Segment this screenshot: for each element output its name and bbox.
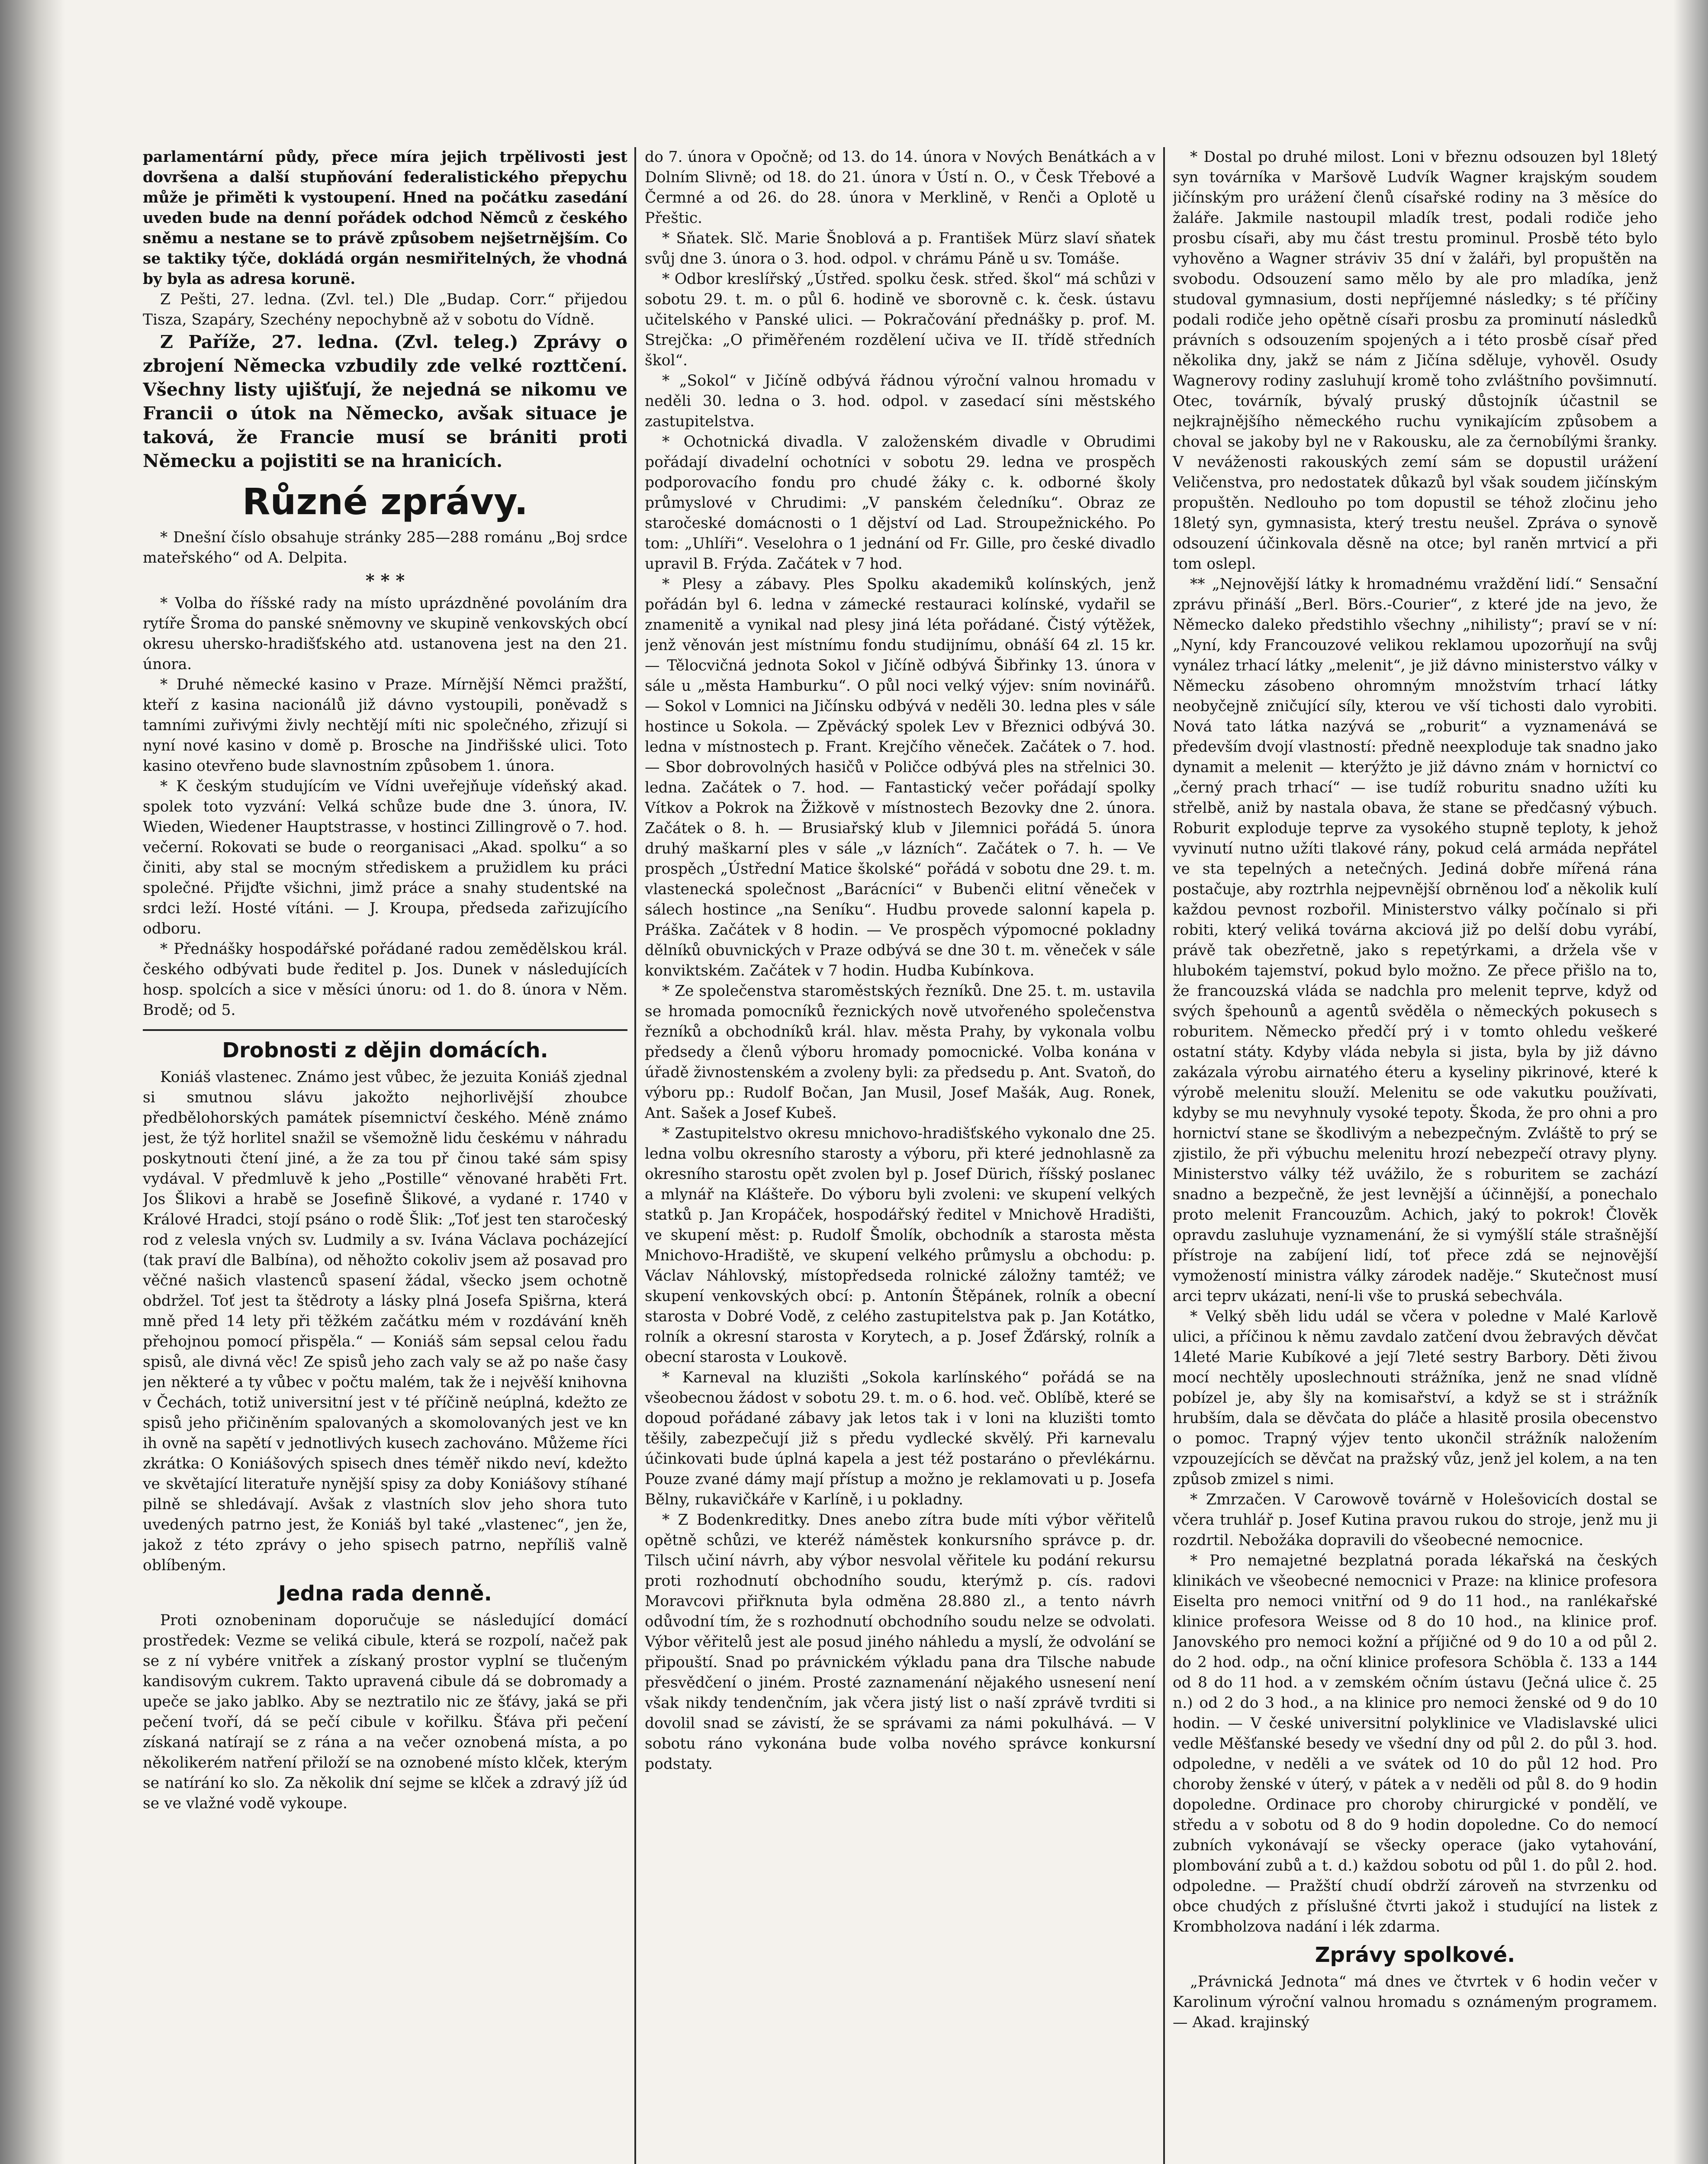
article-text: * Dnešní číslo obsahuje stránky 285—288 románu „Boj srdce mateřského“ od A. Delpita.	[143, 529, 627, 567]
page-shadow-left	[0, 0, 65, 2164]
article-text: parlamentární půdy, přece míra jejich trpělivosti jest dovršena a další stupňování federalistického přepychu může je přiměti k vystoupení. Hned na počátku zasedání uveden bude na denní pořádek odchod Němců z českého sněmu a nestane se to právě způsobem nejšetrnějším. Co se taktiky týče, dokládá orgán nesmiřitelných, že vhodná by byla as adresa korunë.	[143, 148, 627, 288]
article-text: * Z Bodenkreditky. Dnes anebo zítra bude míti výbor věřitelů opětně schůzi, ve kteréž náměstek konkursního správce p. dr. Tilsch učiní návrh, aby výbor nesvolal věřitele ku podání rekursu proti rozhodnutí obchodního soudu, kterýmž p. cís. radovi Moravcovi přiřknuta byla odměna 28.880 zl., a tento návrh odůvodní tím, že s rozhodnutí obchodního soudu nelze se odvolati. Výbor věřitelů jest ale posud jiného náhledu a myslí, že odvolání se připouští. Snad po právnickém výkladu pana dra Tilsche nabude přesvědčení o jiném. Prosté zaznamenání nějakého usnesení není však nikdy tendenčním, jak včera jistý list o naší zprávě tvrditi si dovolil snad se závistí, že se správami za námi pokulhává. — V sobotu ráno vykonána bude volba nového správce konkursní podstaty.	[645, 1511, 1155, 1773]
article-text: * Plesy a zábavy. Ples Spolku akademiků kolínských, jenž pořádán byl 6. ledna v zámecké restauraci kolínské, vydařil se znamenitě a vynikal nad plesy jiná léta pořádané. Čistý výtěžek, jenž věnován jest místnímu fondu studijnímu, obnáší 64 zl. 15 kr. — Tělocvičná jednota Sokol v Jičíně odbývá Šibřinky 13. února v sále u „města Hamburku“. O půl noci velký výjev: sním novinářů. — Sokol v Lomnici na Jičínsku odbývá v neděli 30. ledna ples v sále hostince u Sokola. — Zpěvácký spolek Lev v Březnici odbývá 30. ledna v místnostech p. Frant. Krejčího věneček. Začátek o 7. hod. — Sbor dobrovolných hasičů v Poličce odbývá ples na střelnici 30. ledna. Začátek o 7. hod. — Fantastický večer pořádají spolky Vítkov a Pokrok na Žižkově v místnostech Bezovky dne 2. února. Začátek o 8. h. — Brusiařský klub v Jilemnici pořádá 5. února druhý maškarní ples v sále „v lázních“. Začátek o 7. h. — Ve prospěch „Ústřední Matice školské“ pořádá v sobotu dne 29. t. m. vlastenecká společnost „Barácníci“ v Bubenči elitní věneček v sálech hostince „na Seníku“. Hudbu provede salonní kapela p. Práška. Začátek v 8 hodin. — Ve prospěch výpomocné pokladny dělníků obuvnických v Praze odbývá se dne 30 t. m. věneček v sále konviktském. Začátek v 7 hodin. Hudba Kubínkova.	[645, 576, 1155, 979]
article-text: Z Paříže, 27. ledna. (Zvl. teleg.) Zprávy o zbrojení Německa vzbudily zde velké rozttčení. Všechny listy ujišťují, že nejedná se nikomu ve Francii o útok na Německo, avšak situace je taková, že Francie musí se brániti proti Německu a pojistiti se na hranicích.	[143, 332, 627, 471]
article-text: * Přednášky hospodářské pořádané radou zemědělskou král. českého odbývati bude ředitel p. Jos. Dunek v následujících hosp. spolcích a sice v měsíci únoru: od 1. do 8. února v Něm. Brodě; od 5.	[143, 940, 627, 1019]
column-middle	[645, 147, 1155, 2164]
article-text: * Velký sběh lidu udál se včera v poledne v Malé Karlově ulici, a příčinou k němu zavdalo zatčení dvou žebravých děvčat 14leté Marie Kubíkové a její 7leté sestry Barbory. Děti živou mocí nechtěly uposlechnouti strážníka, jenž ne snad vlídně pobízel je, aby šly na komisařství, a když se st i strážník hrubším, dala se děvčata do pláče a hlasitě prosila obecenstvo o pomoc. Trapný výjev tento ukončil strážník naložením vzpouzejících se děvčat na pražský vůz, jenž jel kolem, a na ten způsob zmizel s nimi.	[1173, 1308, 1657, 1488]
article-text: * Dostal po druhé milost. Loni v březnu odsouzen byl 18letý syn továrníka v Maršově Ludvík Wagner krajským soudem jičínským pro urážení členů císařské rodiny na 3 měsíce do žaláře. Jakmile nastoupil mladík trest, podali rodiče jeho prosbu císaři, aby mu část trestu prominul. Prosbě této bylo vyhověno a Wagner stráviv 35 dní v žaláři, byl propuštěn na svobodu. Odsouzení samo mělo by ale pro mladíka, jenž studoval gymnasium, dosti nepříjemné následky; s té příčiny podali rodiče jeho opětně císaři prosbu za prominutí následků právních s odsouzením spojených a i této prosbě císař před několika dny, jakž se nám z Jičína sděluje, vyhověl. Osudy Wagnerovy rodiny zasluhují kromě toho zvláštního povšimnutí. Otec, továrník, bývalý pruský důstojník účastnil se nejkrajnějšího německého ruchu vynikajícím způsobem a choval se jakoby byl ne v Rakousku, ale za černobílými šranky. V neváženosti rakouských zemí sám se dopustil urážení Veličenstva, pro nedostatek důkazů byl však soudem jičínským propuštěn. Nedlouho po tom dopustil se téhož zločinu jeho 18letý syn, gymnasista, který trestu neušel. Zpráva o synově odsouzení účinkovala děsně na otce; byl raněn mrtvicí a při tom oslepl.	[1173, 148, 1657, 573]
page-shadow-right	[1673, 0, 1708, 2164]
article-text: ** „Nejnovější látky k hromadnému vraždění lidí.“ Sensační zprávu přináší „Berl. Börs.-Courier“, z které jde na jevo, že Německo daleko předstihlo všechny „nihilisty“; praví se v ní: „Nyní, kdy Francouzové velikou reklamou upozorňují na svůj vynález trhací látky „melenit“, je již dávno ministerstvo války v Německu zásobeno ohromným množstvím trhací látky neobyčejně zničující síly, kterou ve vší tichosti dalo vyrobiti. Nová tato látka nazývá se „roburit“ a vyznamenává se především dvojí vlastností: předně neexploduje tak snadno jako dynamit a melenit — kterýžto je již dávno znám v hornictví co „černý prach trhací“ — ise tudíž roburitu snadno užíti ku střelbě, aniž by nastala obava, že stane se předčasný výbuch. Roburit exploduje teprve za vysokého stupně teploty, k jehož vyvinutí nutno užíti tlakové rány, pokud celá armáda nepřátel ve sta tepelných a netečných. Jediná dobře mířená rána postačuje, aby roztrhla nejpevnější obrněnou loď a několik kulí každou pevnost rozbořil. Ministerstvo války počínalo si při robiti, který veliká továrna akciová již po delší dobu vyrábí, právě tak obezřetně, jako s repetýrkami, a držela vše v hlubokém tajemství, pokud bylo možno. Ze přece přišlo na to, že francouzská vláda se nadchla pro melenit teprve, když od svých špehounů a agentů svěděla o německých pokusech s roburitem. Německo předčí prý i v tomto ohledu veškeré ostatní státy. Kdyby vláda nebyla si jista, byla by již dávno zakázala výrobu airnatého éteru a kyseliny pikrinové, které k výrobě melenitu slouží. Melenitu se ode vakutku používati, kdyby se mu nevyhnuly vysoké tepoty. Škoda, že pro ohni a pro hornictví stane se škodlivým a nebezpečným. Zvláště to prý se zjistilo, že při výbuchu melenitu hrozí nebezpečí otravy plyny. Ministerstvo války též uvážilo, že s roburitem se zachází snadno a bezpečně, že jest levnější a účinnější, a ponechalo proto melenit Francouzům. Achich, jaký to pokrok! Člověk opravdu zasluhuje vyznamenání, že si vymýšlí stále strašnější přístroje na zabíjení lidí, toť přece zdá se nejnovější vymožeností ministra války zárodek naděje.“ Skutečnost musí arci teprv ukázati, není-li vše to pruská sebechvála.	[1173, 576, 1657, 1305]
article-text: * Karneval na kluzišti „Sokola karlínského“ pořádá se na všeobecnou žádost v sobotu 29. t. m. o 6. hod. več. Oblíbě, které se dopoud pořádané zábavy jak letos tak i v loni na kluzišti tomto těšily, zabezpečují již s předu vydlecké skvělý. Při karnevalu účinkovati bude úplná kapela a jest též postaráno o převlékárnu. Pouze zvané dámy mají přístup a možno je reklamovati u p. Josefa Bělny, rukavičkáře v Karlíně, i u pokladny.	[645, 1369, 1155, 1508]
article-text: do 7. února v Opočně; od 13. do 14. února v Nových Benátkách a v Dolním Slivně; od 18. do 21. února v Ústí n. O., v Česk Třebové a Čermné a od 26. do 28. února v Merklině, v Renči a Oplotě u Přeštic.	[645, 148, 1155, 227]
article-text: * Zmrzačen. V Carowově továrně v Holešovicích dostal se včera truhlář p. Josef Kutina pravou rukou do stroje, jenž mu ji rozdrtil. Nebožáka dopravili do všeobecné nemocnice.	[1173, 1491, 1657, 1549]
column-left	[143, 147, 627, 2164]
article-text: * Zastupitelstvo okresu mnichovo-hradišťského vykonalo dne 25. ledna volbu okresního starosty a výboru, při které jednohlasně za okresního starostu opět zvolen byl p. Josef Dürich, říšský poslanec a mlynář na Klášteře. Do výboru byli zvoleni: ve skupení velkých statků p. Jan Kropáček, hospodářský ředitel v Mnichově Hradišti, ve skupení měst: p. Rudolf Šmolík, obchodník a starosta města Mnichovo-Hradiště, ve skupení velkého průmyslu a obchodu: p. Václav Náhlovský, místopředseda rolnické záložny tamtéž; ve skupení venkovských obcí: p. Antonín Štěpánek, rolník a obecní starosta v Dobré Vodě, z celého zastupitelstva pak p. Jan Kotátko, rolník a okresní starosta v Korytech, a p. Josef Žďárský, rolník a obecní starosta v Loukově.	[645, 1125, 1155, 1366]
section-heading: Jedna rada denně.	[278, 1581, 492, 1606]
article-text: Z Pešti, 27. ledna. (Zvl. tel.) Dle „Budap. Corr.“ přijedou Tisza, Szapáry, Szechény nepochybně až v sobotu do Vídně.	[143, 291, 627, 328]
article-text: * Sňatek. Slč. Marie Šnoblová a p. František Mürz slaví sňatek svůj dne 3. února o 3. hod. odpol. v chrámu Páně u sv. Tomáše.	[645, 230, 1155, 267]
article-text: * K českým studujícím ve Vídni uveřejňuje vídeňský akad. spolek toto vyzvání: Velká schůze bude dne 3. února, IV. Wieden, Wiedener Hauptstrasse, v hostinci Zillingrově o 7. hod. večerní. Rokovati se bude o reorganisaci „Akad. spolku“ a so činiti, aby stal se mocným střediskem a pružidlem ku práci společné. Přijďte všichni, jimž práce a snahy studentské na srdci leží. Hosté vítáni. — J. Kroupa, předseda zařizujícího odboru.	[143, 778, 627, 937]
separator: * * *	[365, 570, 405, 591]
article-text: * Ze společenstva staroměstských řezníků. Dne 25. t. m. ustavila se hromada pomocníků řeznických nově utvořeného společenstva řezníků a obchodníků král. hlav. města Prahy, by vykonala volbu předsedy a členů výboru hromady pomocnické. Volba konána v úřadě živnostenském a zvoleny byli: za předsedu p. Ant. Svatoň, do výboru pp.: Rudolf Bočan, Jan Musil, Josef Mašák, Aug. Ronek, Ant. Sašek a Josef Kubeš.	[645, 982, 1155, 1122]
article-text: Proti oznobeninam doporučuje se následující domácí prostředek: Vezme se veliká cibule, která se rozpolí, načež pak se z ní vybére vnitřek a získaný prostor vyplní se tlučeným kandisovým cukrem. Takto upravená cibule dá se dobromady a upeče se jako jablko. Aby se neztratilo nic ze šťávy, jaká se při pečení tvoří, dá se pečí cibule v kořilku. Šťáva při pečení získaná natírají se z rána a na večer oznobená místa, a po několikerém natření přiloží se na oznobené místo klček, kterým se natírání ko slo. Za několik dní sejme se klček a zdravý jíž úd se ve vlažné vodě vykoupe.	[143, 1612, 627, 1812]
article-text: Koniáš vlastenec. Známo jest vůbec, že jezuita Koniáš zjednal si smutnou slávu jakožto nejhorlivější zhoubce předbělohorských památek písemnictví českého. Méně známo jest, že týž horlitel snažil se všemožně lidu českému v náhradu poskytnouti čtení jiné, a že za tou př činou také sám spisy vydával. V předmluvě k jeho „Postille“ věnované hraběti Frt. Jos Šlikovi a hrabě se Josefině Šlikové, a vydané r. 1740 v Králové Hradci, stojí psáno o rodě Šlik: „Toť jest ten staročeský rod z velesla vných sv. Ludmily a sv. Ivána Václava pocházející (tak praví dle Balbína), od něhožto cokoliv jsem až posavad pro věčné našich vlastenců spasení žádal, všecko jsem ochotně obdržel. Toť jest ta štědroty a lásky plná Josefa Spišrna, která mně před 14 lety při těžkém začátku mém v rozdávání kněh přehojnou pomocí přispěla.“ — Koniáš sám sepsal celou řadu spisů, ale divná věc! Ze spisů jeho zach valy se až po naše časy jen některé a ty vůbec v počtu malém, tak že i nejvěší knihovna v Čechách, totiž universitní jest v té příčině neúplná, kdežto ze spisů jeho přičiněním spalovaných a skomolovaných jest ve kn ih ovně na sapětí v jednotlivých kusech zachováno. Můžeme říci zkrátka: O Koniášových spisech dnes téměř nikdo neví, kdežto ve skvětající literatuře nynější spisy za doby Koniášovy stíhané pilně se shledávají. Avšak z vlastních slov jeho shora tuto uvedených patrno jest, že Koniáš byl také „vlastenec“, jen že, jakož z této zprávy o jeho spisech patrno, nepříliš valně oblíbeným.	[143, 1069, 627, 1574]
article-text: * Volba do říšské rady na místo uprázdněné povoláním dra rytíře Šroma do panské sněmovny ve skupině venkovských obcí okresu uhersko-hradišťského atd. ustanovena jest na den 21. února.	[143, 595, 627, 673]
article-text: „Právnická Jednota“ má dnes ve čtvrtek v 6 hodin večer v Karolinum výroční valnou hromadu s oznámeným programem. — Akad. krajinský	[1173, 1973, 1657, 2031]
section-heading: Zprávy spolkové.	[1315, 1943, 1515, 1967]
article-text: * Odbor kreslířský „Ústřed. spolku česk. střed. škol“ má schůzi v sobotu 29. t. m. o půl 6. hodině ve sborovně c. k. česk. ústavu učitelského v Panské ulici. — Pokračování přednášky p. prof. M. Strejčka: „O přiměřeném rozdělení učiva ve II. třídě středních škol“.	[645, 270, 1155, 369]
section-heading: Drobnosti z dějin domácích.	[222, 1038, 548, 1063]
article-text: * Druhé německé kasino v Praze. Mírnější Němci pražští, kteří z kasina nacionálů již dávno vystoupili, poněvadž s tamními zuřivými živly nechtějí míti nic společného, zřizují si nyní nové kasino v domě p. Brosche na Jindřišské ulici. Toto kasino otevřeno bude slavnostním způsobem 1. února.	[143, 676, 627, 775]
column-right	[1173, 147, 1657, 2164]
article-text: * Ochotnická divadla. V založenském divadle v Obrudimi pořádají divadelní ochotníci v sobotu 29. ledna ve prospěch podporovacího fondu pro chudé žáky c. k. odborné školy průmyslové v Chrudimi: „V panském čeledníku“. Obraz ze staročeské domácnosti o 1 dějství od Lad. Stroupežnického. Po tom: „Uhlíři“. Veselohra o 1 jednání od Fr. Gille, pro české divadlo upravil B. Frýda. Začátek v 7 hod.	[645, 433, 1155, 573]
article-text: * „Sokol“ v Jičíně odbývá řádnou výroční valnou hromadu v neděli 30. ledna o 3. hod. odpol. v zasedací síni městského zastupitelstva.	[645, 372, 1155, 430]
divider	[143, 1029, 627, 1031]
column-rule	[634, 147, 636, 2164]
article-text: * Pro nemajetné bezplatná porada lékařská na českých klinikách ve všeobecné nemocnici v Praze: na klinice profesora Eiselta pro nemoci vnitřní od 9 do 11 hod., na ranlékařské klinice profesora Weisse od 8 do 10 hod., na klinice prof. Janovského pro nemoci kožní a příjičné od 9 do 10 a od půl 2. do 2 hod. odp., na oční klinice profesora Schöbla č. 133 a 144 od 8 do 11 hod. a v zemském očním ústavu (Ječná ulice č. 25 n.) od 2 do 3 hod., a na klinice pro nemoci ženské od 9 do 10 hodin. — V české universitní polyklinice ve Vladislavské ulici vedle Měšťanské besedy ve všední dny od půl 2. do půl 3. hod. odpoledne, v neděli a ve svátek od 10 do půl 12 hod. Pro choroby ženské v úterý, v pátek a v neděli od půl 8. do 9 hodin dopoledne. Ordinace pro choroby chirurgické v pondělí, ve středu a v sobotu od 8 do 9 hodin dopoledne. Co do nemocí zubních vykonávají se všecky operace (jako vytahování, plombování zubů a t. d.) každou sobotu od půl 1. do půl 2. hod. odpoledne. — Pražští chudí obdrží zároveň na stvrzenku od obce chudých z příslušné čtvrti jakož i studující na listek z Krombholzova nadání i lék zdarma.	[1173, 1552, 1657, 1935]
column-rule	[1163, 147, 1165, 2164]
section-heading: Různé zprávy.	[242, 480, 528, 523]
